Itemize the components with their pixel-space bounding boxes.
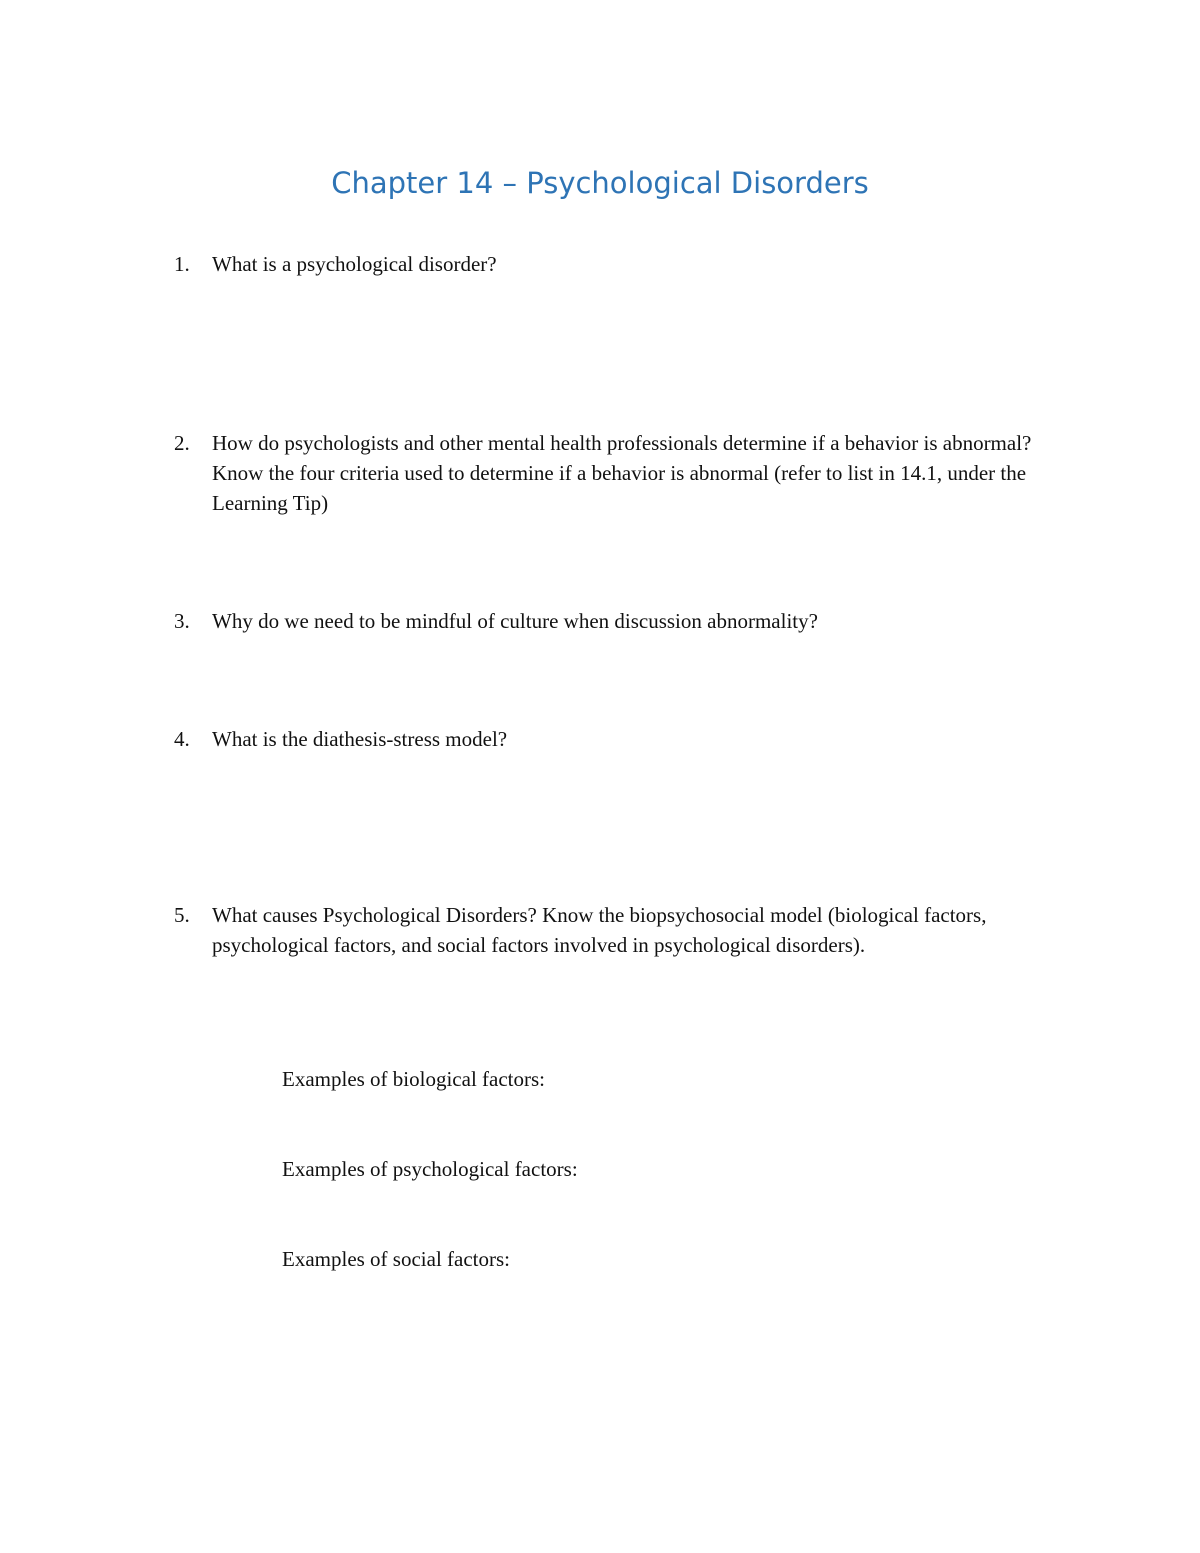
factor-prompt-biological: Examples of biological factors:: [282, 1067, 546, 1091]
question-text: How do psychologists and other mental health professionals determine if a behavior is abnormal? Know the four criteria used to determine if a behavior is abnormal (refer to list in 14.1, under the Learning Tip): [212, 431, 1032, 515]
factor-prompt-social: Examples of social factors:: [282, 1247, 511, 1271]
question-number: 4.: [174, 727, 190, 751]
question-text: Why do we need to be mindful of culture when discussion abnormality?: [212, 609, 818, 633]
question-text: What is a psychological disorder?: [212, 252, 497, 276]
page-title: Chapter 14 – Psychological Disorders: [331, 166, 869, 200]
question-number: 2.: [174, 431, 190, 455]
question-number: 3.: [174, 609, 190, 633]
factor-prompt-psychological: Examples of psychological factors:: [282, 1157, 578, 1181]
question-text: What causes Psychological Disorders? Know the biopsychosocial model (biological factors, psychological factors, and social factors involved in psychological disorders).: [212, 903, 987, 957]
question-number: 5.: [174, 903, 190, 927]
question-number: 1.: [174, 252, 190, 276]
question-text: What is the diathesis-stress model?: [212, 727, 508, 751]
